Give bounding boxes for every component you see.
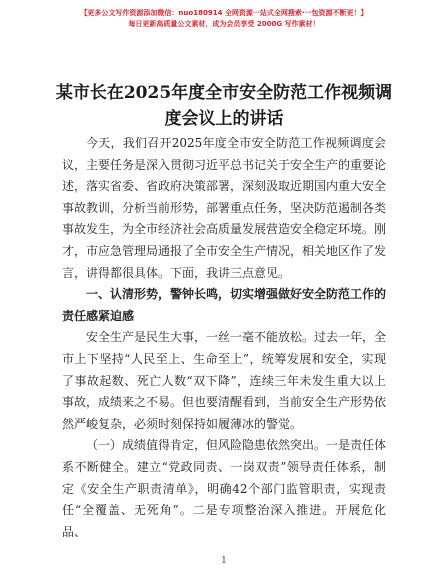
document-title: 某市长在2025年度全市安全防范工作视频调度会议上的讲话 (55, 83, 393, 129)
promo-banner-line-2: 每日更新高质量公文素材，成为会员享受 2000G 写作素材！ (128, 20, 320, 28)
body-paragraph-situation: 安全生产是民生大事，一丝一毫不能放松。过去一年，全市上下坚持“人民至上、生命至上”，统筹发展和安全，实现了事故起数、死亡人数“双下降”，连续三年未发生重大以上事故，成绩来之不易。但也要清醒看到，当前安全生产形势依然严峻复杂，必须时刻保持如履薄冰的警觉。 (62, 330, 387, 431)
document-body (62, 133, 386, 543)
page-number: 1 (221, 556, 227, 566)
body-paragraph-intro: 今天，我们召开2025年度全市安全防范工作视频调度会议，主要任务是深入贯彻习近平总书记关于安全生产的重要论述，落实省委、省政府决策部署，深刻汲取近期国内重大安全事故教训，分析当前形势，部署重点任务，坚决防范遏制各类事故发生，为全市经济社会高质量发展营造安全稳定环境。刚才，市应急管理局通报了全市安全生产情况，相关地区作了发言，讲得都很具体。下面，我讲三点意见。 (62, 136, 387, 280)
section-heading-1: 一、认清形势，警钟长鸣，切实增强做好安全防范工作的责任感紧迫感 (62, 287, 387, 323)
promo-banner (0, 8, 448, 30)
body-paragraph-subpoint-1: （一）成绩值得肯定，但风险隐患依然突出。一是责任体系不断健全。建立“党政同责、一岗双责”领导责任体系，制定《安全生产职责清单》，明确42个部门监管职责，实现责任“全覆盖、无死角”。二是专项整治深入推进。开展危化品、 (62, 438, 387, 539)
promo-banner-line-1: 【更多公文写作资源添加微信：nuo180914 全网资源一站式全网搜索·一包资源不断更！】 (80, 9, 368, 17)
